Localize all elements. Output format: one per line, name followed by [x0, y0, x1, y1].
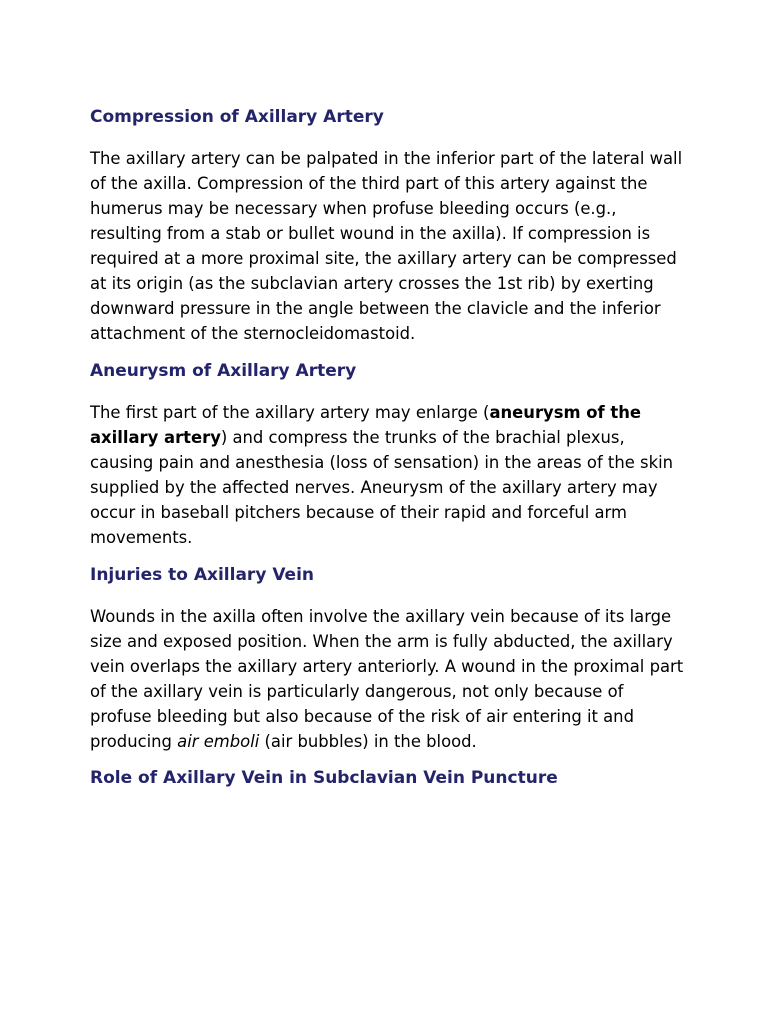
italic-term: air emboli	[177, 732, 260, 751]
section-body-aneurysm	[90, 400, 690, 550]
section-heading-subclavian: Role of Axillary Vein in Subclavian Vein Puncture	[90, 768, 558, 788]
section-heading-injuries: Injuries to Axillary Vein	[90, 565, 315, 585]
section-body-compression: The axillary artery can be palpated in the inferior part of the lateral wall of the axilla. Compression of the third part of this artery against the humerus may be necessary when profuse bleeding occurs (e.g., resulting from a stab or bullet wound in the axilla). If compression is required at a more proximal site, the axillary artery can be compressed at its origin (as the subclavian artery crosses the 1st rib) by exerting downward pressure in the angle between the clavicle and the inferior attachment of the sternocleidomastoid.	[90, 149, 683, 343]
body-text: The first part of the axillary artery may enlarge (	[90, 403, 490, 422]
section-heading-aneurysm: Aneurysm of Axillary Artery	[90, 361, 357, 381]
body-text: ) and compress the trunks of the brachial plexus, causing pain and anesthesia (loss of sensation) in the areas of the skin supplied by the affected nerves. Aneurysm of the axillary artery may occur in baseball pitchers because of their rapid and forceful arm movements.	[90, 428, 674, 547]
bold-term: aneurysm of the axillary artery	[90, 403, 641, 447]
body-text: Wounds in the axilla often involve the axillary vein because of its large size and exposed position. When the arm is fully abducted, the axillary vein overlaps the axillary artery anteriorly. A wound in the proximal part of the axillary vein is particularly dangerous, not only because of profuse bleeding but also because of the risk of air entering it and producing	[90, 607, 684, 751]
body-text: (air bubbles) in the blood.	[259, 732, 477, 751]
section-heading-compression: Compression of Axillary Artery	[90, 107, 384, 127]
section-body-injuries	[90, 604, 690, 754]
document-page	[90, 104, 690, 791]
